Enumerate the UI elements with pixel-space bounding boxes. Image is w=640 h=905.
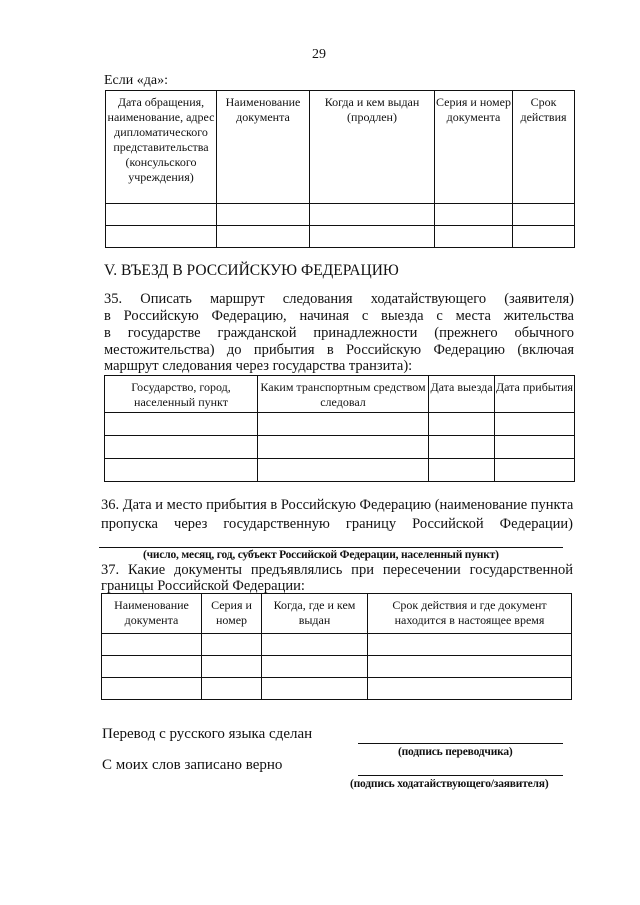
q36-line: пропуска через государственную границу Российской Федерации) xyxy=(101,516,573,532)
table-cell[interactable] xyxy=(105,436,258,459)
table-cell[interactable] xyxy=(102,678,202,700)
table1-header: Наименование документа xyxy=(217,91,310,204)
table-cell[interactable] xyxy=(102,634,202,656)
route-table xyxy=(104,375,575,482)
table-cell[interactable] xyxy=(310,226,435,248)
table-cell[interactable] xyxy=(262,656,368,678)
translator-signature-line[interactable] xyxy=(358,743,563,744)
table-cell[interactable] xyxy=(258,413,429,436)
table-cell[interactable] xyxy=(435,226,513,248)
table-cell[interactable] xyxy=(429,459,495,482)
table2-header: Дата прибытия xyxy=(495,376,575,413)
applicant-caption: (подпись ходатайствующего/заявителя) xyxy=(350,778,549,790)
q35-line: 35. Описать маршрут следования ходатайствующего (заявителя) xyxy=(104,291,574,307)
table3-header: Серия и номер xyxy=(202,594,262,634)
table2-header: Каким транспортным средством следовал xyxy=(258,376,429,413)
section-heading: V. ВЪЕЗД В РОССИЙСКУЮ ФЕДЕРАЦИЮ xyxy=(104,262,399,279)
table-cell[interactable] xyxy=(429,413,495,436)
table-cell[interactable] xyxy=(262,678,368,700)
table-cell[interactable] xyxy=(495,413,575,436)
table-cell[interactable] xyxy=(429,436,495,459)
recorded-label: С моих слов записано верно xyxy=(102,757,283,773)
table-row xyxy=(105,436,575,459)
table1-header: Когда и кем выдан (продлен) xyxy=(310,91,435,204)
q35-line: в Российскую Федерацию, начиная с выезда с места жительства xyxy=(104,308,574,324)
border-documents-table xyxy=(101,593,572,700)
table-cell[interactable] xyxy=(262,634,368,656)
table-cell[interactable] xyxy=(106,204,217,226)
table3-header: Срок действия и где документ находится в настоящее время xyxy=(368,594,572,634)
table-row xyxy=(105,459,575,482)
table3-header: Наименование документа xyxy=(102,594,202,634)
table-cell[interactable] xyxy=(495,436,575,459)
table-cell[interactable] xyxy=(202,678,262,700)
table1-header: Дата обращения, наименование, адрес дипломатического представительства (консульского учреждения) xyxy=(106,91,217,204)
q35-line: маршрут следования через государства транзита): xyxy=(104,358,413,374)
table-cell[interactable] xyxy=(217,204,310,226)
table-cell[interactable] xyxy=(105,413,258,436)
table-cell[interactable] xyxy=(368,656,572,678)
table-cell[interactable] xyxy=(435,204,513,226)
table-row xyxy=(106,226,575,248)
translation-label: Перевод с русского языка сделан xyxy=(102,726,313,742)
table-row xyxy=(105,413,575,436)
table-cell[interactable] xyxy=(258,436,429,459)
table-cell[interactable] xyxy=(513,204,575,226)
table2-header: Дата выезда xyxy=(429,376,495,413)
table1-header: Срок действия xyxy=(513,91,575,204)
table-cell[interactable] xyxy=(368,678,572,700)
q37-line: 37. Какие документы предъявлялись при пересечении государственной xyxy=(101,562,573,578)
table-cell[interactable] xyxy=(202,634,262,656)
translator-caption: (подпись переводчика) xyxy=(398,746,513,758)
table-cell[interactable] xyxy=(105,459,258,482)
q36-answer-line[interactable] xyxy=(99,547,563,548)
table-row xyxy=(102,634,572,656)
table-cell[interactable] xyxy=(258,459,429,482)
if-yes-label: Если «да»: xyxy=(104,73,168,88)
table1-header: Серия и номер документа xyxy=(435,91,513,204)
table-row xyxy=(102,656,572,678)
consular-documents-table xyxy=(105,90,575,248)
table-cell[interactable] xyxy=(106,226,217,248)
table-cell[interactable] xyxy=(102,656,202,678)
table2-header: Государство, город, населенный пункт xyxy=(105,376,258,413)
table-cell[interactable] xyxy=(202,656,262,678)
table-cell[interactable] xyxy=(495,459,575,482)
table-cell[interactable] xyxy=(217,226,310,248)
q36-caption: (число, месяц, год, субъект Российской Федерации, населенный пункт) xyxy=(143,549,499,561)
table-cell[interactable] xyxy=(513,226,575,248)
q35-line: в государстве гражданской принадлежности (прежнего обычного xyxy=(104,325,574,341)
q36-line: 36. Дата и место прибытия в Российскую Федерацию (наименование пункта xyxy=(101,497,574,513)
table3-header: Когда, где и кем выдан xyxy=(262,594,368,634)
table-cell[interactable] xyxy=(310,204,435,226)
applicant-signature-line[interactable] xyxy=(358,775,563,776)
q35-line: местожительства) до прибытия в Российскую Федерацию (включая xyxy=(104,342,574,358)
q37-line: границы Российской Федерации: xyxy=(101,578,305,594)
table-cell[interactable] xyxy=(368,634,572,656)
table-row xyxy=(102,678,572,700)
table-row xyxy=(106,204,575,226)
page-number: 29 xyxy=(312,47,326,62)
